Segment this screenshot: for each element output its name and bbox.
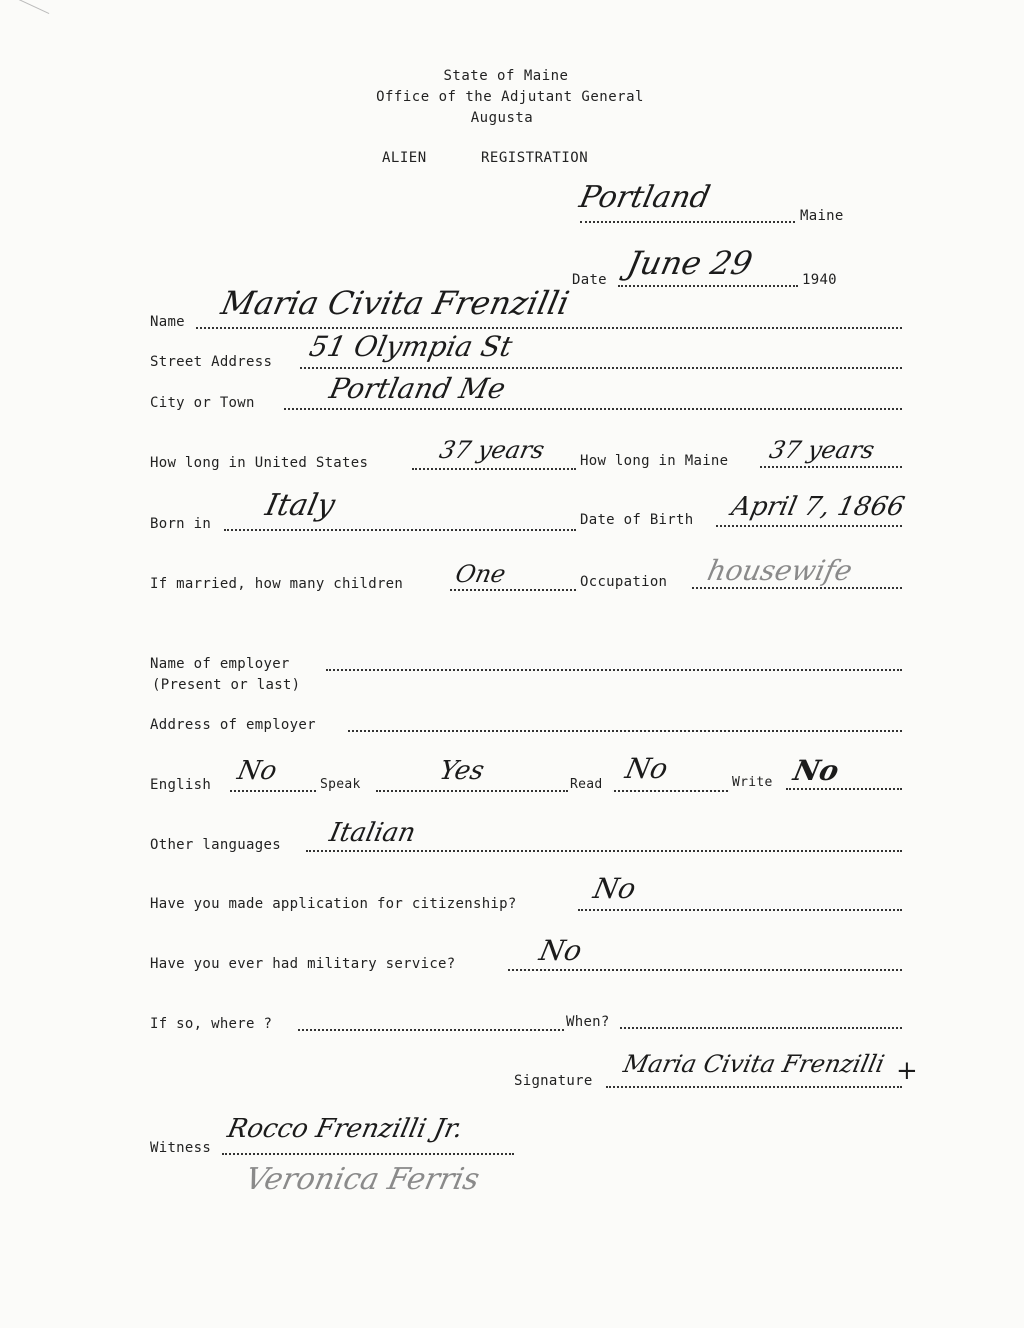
born-label: Born in — [150, 516, 212, 532]
children-dots — [450, 589, 576, 591]
employer-name-label: Name of employer — [150, 656, 290, 672]
name-value: Maria Civita Frenzilli — [217, 284, 573, 322]
english-value: No — [234, 756, 280, 786]
place-city-value: Portland — [576, 180, 714, 215]
employer-name-dots — [326, 669, 902, 671]
witness-second-value: Veronica Ferris — [242, 1162, 483, 1197]
write-dots — [786, 788, 902, 790]
read-label: Read — [570, 777, 603, 792]
street-value: 51 Olympia St — [306, 330, 516, 363]
name-dots — [196, 327, 902, 329]
header-line-2: Office of the Adjutant General — [376, 89, 644, 105]
citizenship-value: No — [590, 872, 639, 905]
witness-dots — [222, 1153, 514, 1155]
read-dots — [614, 790, 728, 792]
employer-address-dots — [348, 730, 902, 732]
street-dots — [300, 367, 902, 369]
city-label: City or Town — [150, 395, 255, 411]
speak-dots — [376, 790, 568, 792]
header-line-3: Augusta — [470, 110, 534, 126]
us-duration-dots — [412, 468, 576, 470]
place-dots — [580, 221, 795, 223]
speak-value: Yes — [436, 756, 487, 786]
other-languages-label: Other languages — [150, 837, 281, 853]
witness-value: Rocco Frenzilli Jr. — [224, 1114, 466, 1144]
header-alien: ALIEN — [382, 150, 427, 166]
where-label: If so, where ? — [150, 1016, 273, 1032]
other-languages-value: Italian — [326, 818, 419, 848]
me-duration-value: 37 years — [767, 436, 878, 464]
write-value: No — [790, 754, 842, 787]
citizenship-label: Have you made application for citizenship? — [150, 896, 517, 912]
occupation-dots — [692, 587, 902, 589]
signature-label: Signature — [514, 1073, 593, 1089]
signature-dots — [606, 1086, 902, 1088]
paper-mark — [7, 0, 50, 27]
employer-name-sublabel: (Present or last) — [152, 677, 301, 693]
citizenship-dots — [578, 909, 902, 911]
occupation-value: housewife — [704, 554, 856, 587]
signature-value: Maria Civita Frenzilli — [621, 1050, 887, 1078]
me-duration-dots — [760, 466, 902, 468]
speak-label: Speak — [320, 777, 361, 792]
other-languages-dots — [306, 850, 902, 852]
city-dots — [284, 408, 902, 410]
header-line-1: State of Maine — [443, 68, 569, 84]
born-value: Italy — [262, 488, 339, 523]
header-registration: REGISTRATION — [481, 150, 589, 166]
read-value: No — [622, 752, 671, 785]
witness-label: Witness — [150, 1140, 212, 1156]
date-value: June 29 — [623, 244, 756, 282]
date-label: Date — [572, 272, 607, 288]
date-year: 1940 — [802, 272, 837, 288]
dob-dots — [716, 525, 902, 527]
dob-label: Date of Birth — [580, 512, 694, 528]
city-value: Portland Me — [326, 372, 509, 405]
name-label: Name — [150, 314, 185, 330]
us-duration-value: 37 years — [437, 436, 548, 464]
children-label: If married, how many children — [150, 576, 404, 592]
born-dots — [224, 529, 576, 531]
signature-cross-mark: + — [896, 1056, 918, 1086]
english-label: English — [150, 777, 212, 793]
write-label: Write — [732, 775, 773, 790]
date-dots — [618, 285, 798, 287]
when-dots — [620, 1027, 902, 1029]
place-suffix: Maine — [800, 208, 844, 224]
employer-address-label: Address of employer — [150, 717, 316, 733]
me-duration-label: How long in Maine — [580, 453, 729, 469]
us-duration-label: How long in United States — [150, 455, 369, 471]
military-dots — [508, 969, 902, 971]
occupation-label: Occupation — [580, 574, 668, 590]
english-dots — [230, 790, 316, 792]
children-value: One — [453, 560, 509, 588]
military-label: Have you ever had military service? — [150, 956, 456, 972]
dob-value: April 7, 1866 — [728, 492, 908, 522]
where-dots — [298, 1029, 564, 1031]
street-label: Street Address — [150, 354, 273, 370]
when-label: When? — [566, 1014, 610, 1030]
military-value: No — [536, 934, 585, 967]
